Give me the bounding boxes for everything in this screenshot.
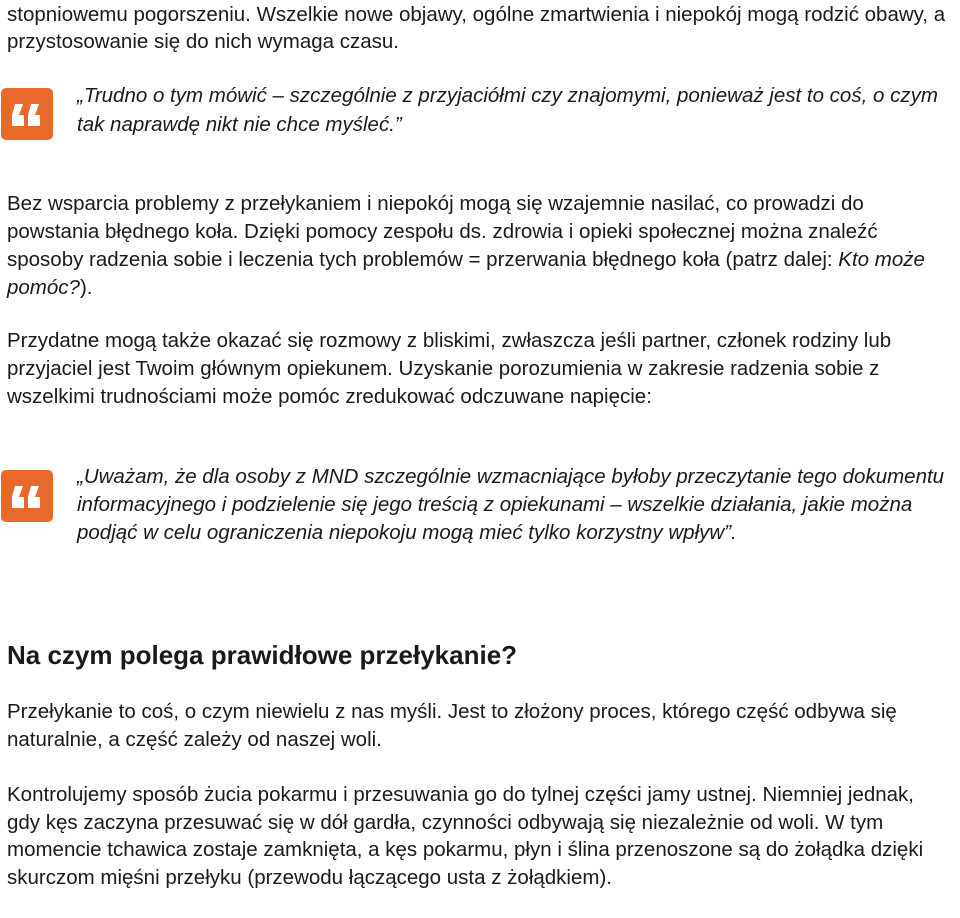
paragraph-1-end: ). bbox=[79, 276, 93, 299]
paragraph-1-italic-link: Kto może pomóc? bbox=[7, 248, 925, 299]
quote-mark-icon bbox=[1, 88, 53, 140]
quote-text-2: „Uważam, że dla osoby z MND szczególnie wzmacniające byłoby przeczytanie tego dokumentu informacyjnego i podzielenie się jego treścią z opiekunami – wszelkie działania, jakie można podjąć w celu ograniczenia niepokoju mogą mieć tylko korzystny wpływ”. bbox=[77, 465, 945, 544]
paragraph-2: Przydatne mogą także okazać się rozmowy z bliskimi, zwłaszcza jeśli partner, członek rodziny lub przyjaciel jest Twoim głównym opiekunem. Uzyskanie porozumienia w zakresie radzenia sobie z wszelkimi trudnościami może pomóc zredukować odczuwane napięcie: bbox=[7, 329, 892, 408]
paragraph-4: Kontrolujemy sposób żucia pokarmu i przesuwania go do tylnej części jamy ustnej. Niemniej jednak, gdy kęs zaczyna przesuwać się w dół gardła, czynności odbywają się niezależnie od woli. W tym momencie tchawica zostaje zamknięta, a kęs pokarmu, płyn i ślina przenoszone są do żołądka dzięki skurczom mięśni przełyku (przewodu łączącego usta z żołądkiem). bbox=[7, 783, 924, 889]
quote-text-1: „Trudno o tym mówić – szczególnie z przyjaciółmi czy znajomymi, ponieważ jest to coś, o czym tak naprawdę nikt nie chce myśleć.” bbox=[77, 84, 938, 136]
paragraph-3: Przełykanie to coś, o czym niewielu z nas myśli. Jest to złożony proces, którego część odbywa się naturalnie, a część zależy od naszej woli. bbox=[7, 700, 897, 751]
top-paragraph: stopniowemu pogorszeniu. Wszelkie nowe objawy, ogólne zmartwienia i niepokój mogą rodzić obawy, a przystosowanie się do nich wymaga czasu. bbox=[7, 3, 946, 53]
paragraph-1-text: Bez wsparcia problemy z przełykaniem i niepokój mogą się wzajemnie nasilać, co prowadzi do powstania błędnego koła. Dzięki pomocy zespołu ds. zdrowia i opieki społecznej można znaleźć sposoby radzenia sobie i leczenia tych problemów = przerwania błędnego koła (patrz dalej: bbox=[7, 192, 878, 271]
section-heading: Na czym polega prawidłowe przełykanie? bbox=[7, 640, 518, 670]
paragraph-1 bbox=[7, 190, 952, 302]
quote-mark-icon bbox=[1, 470, 53, 522]
